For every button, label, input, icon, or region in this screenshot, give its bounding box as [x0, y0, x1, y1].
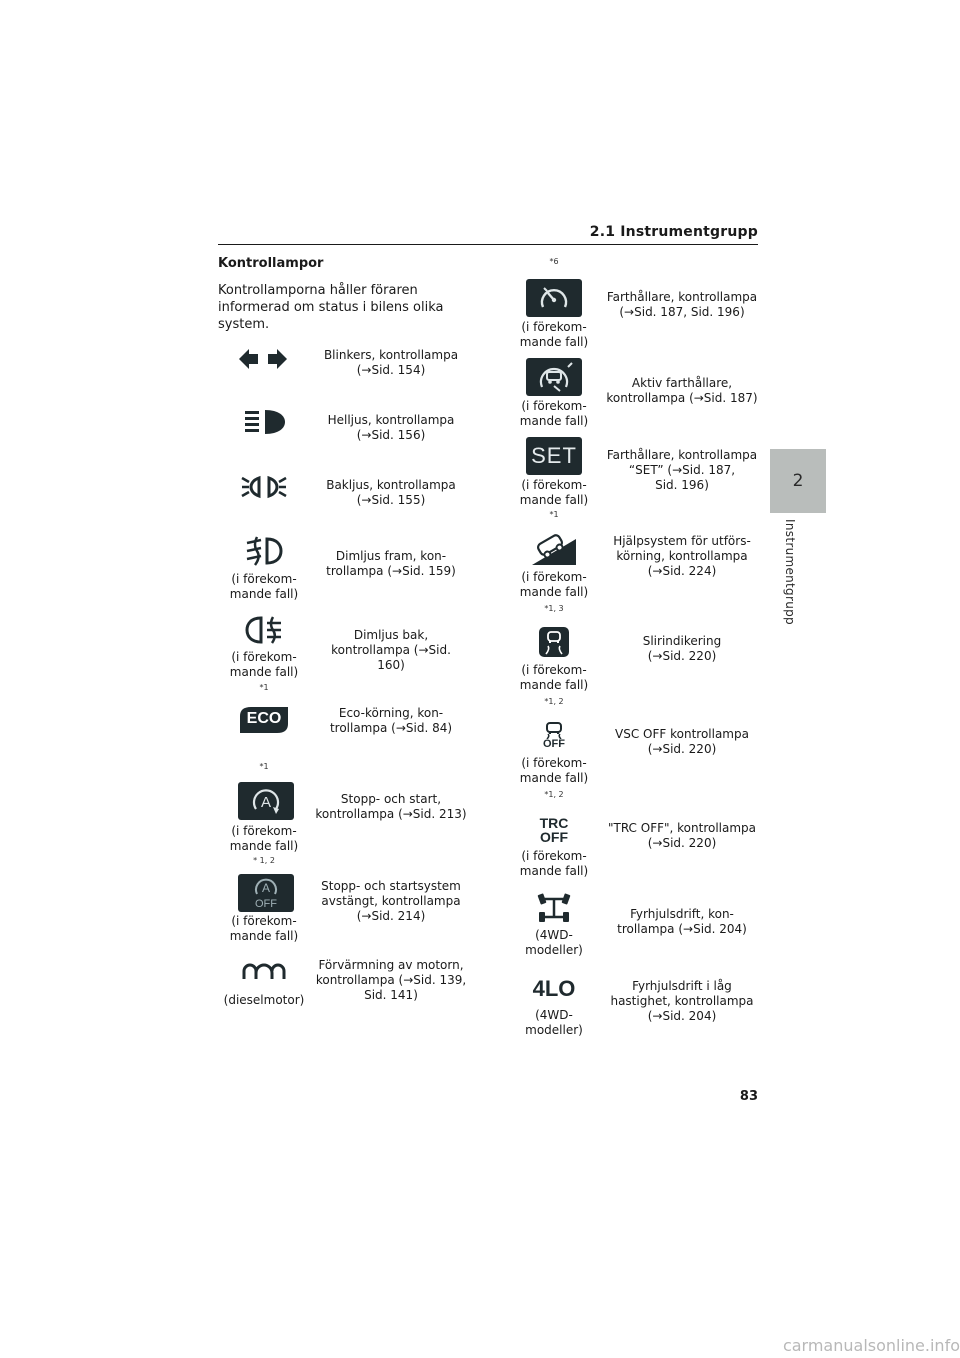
- indicator-caption: (i förekom- mande fall): [519, 320, 589, 349]
- footnote-marker: *1, 2: [544, 697, 564, 706]
- indicator-description: Dimljus fram, kon- trollampa (→Sid. 159): [326, 549, 456, 578]
- svg-text:A: A: [260, 794, 272, 811]
- four-lo-label: 4LO: [532, 976, 576, 1001]
- indicator-description: Stopp- och start, kontrollampa (→Sid. 213): [315, 792, 467, 821]
- indicator-row: [218, 780, 468, 860]
- eco-icon-label: ECO: [246, 710, 282, 727]
- indicator-caption: (4WD- modeller): [525, 928, 583, 957]
- section-heading: Kontrollampor: [218, 256, 324, 271]
- indicator-description: Bakljus, kontrollampa (→Sid. 155): [326, 478, 456, 507]
- indicator-row: [508, 718, 760, 790]
- indicator-description: Stopp- och startsystem avstängt, kontrollampa (→Sid. 214): [321, 879, 461, 923]
- indicator-caption: (i förekom- mande fall): [229, 572, 299, 601]
- indicator-row: [508, 892, 760, 964]
- indicator-row: [508, 530, 760, 602]
- indicator-row: [218, 874, 468, 950]
- tail-light-icon: [240, 472, 288, 502]
- glow-plug-icon: [238, 958, 290, 986]
- off-label: OFF: [255, 898, 277, 910]
- indicator-description: Slirindikering (→Sid. 220): [642, 634, 722, 663]
- indicator-caption: (i förekom- mande fall): [519, 756, 589, 785]
- footnote-marker: *1: [259, 762, 269, 771]
- indicator-description: Farthållare, kontrollampa “SET” (→Sid. 187, Sid. 196): [606, 448, 758, 492]
- stop-start-icon: [238, 782, 294, 820]
- cruise-set-icon: [526, 437, 582, 475]
- indicator-caption: (dieselmotor): [223, 993, 305, 1007]
- four-lo-icon: [524, 974, 584, 1004]
- indicator-caption: (i förekom- mande fall): [519, 849, 589, 878]
- indicator-description: Fyrhjulsdrift i låg hastighet, kontrollampa (→Sid. 204): [610, 979, 754, 1023]
- indicator-description: Farthållare, kontrollampa (→Sid. 187, Sid. 196): [606, 290, 758, 319]
- indicator-row: [508, 812, 760, 884]
- footnote-marker: *1, 3: [544, 604, 564, 613]
- svg-text:A: A: [261, 881, 271, 895]
- indicator-row: [508, 626, 760, 698]
- indicator-caption: (i förekom- mande fall): [229, 824, 299, 853]
- indicator-caption: (i förekom- mande fall): [519, 663, 589, 692]
- footnote-marker: * 1, 2: [253, 856, 275, 865]
- indicator-description: Förvärmning av motorn, kontrollampa (→Sid. 139, Sid. 141): [315, 958, 467, 1002]
- set-label: SET: [531, 443, 577, 468]
- footnote-marker: *1: [259, 683, 269, 692]
- vsc-off-label: OFF: [543, 737, 565, 750]
- four-wheel-drive-icon: [536, 892, 572, 924]
- hill-descent-icon: [528, 530, 580, 568]
- indicator-description: Helljus, kontrollampa (→Sid. 156): [327, 413, 455, 442]
- indicator-description: Fyrhjulsdrift, kon- trollampa (→Sid. 204): [617, 907, 747, 936]
- indicator-caption: (i förekom- mande fall): [229, 650, 299, 679]
- trc-off-label: TRC OFF: [539, 815, 569, 845]
- indicator-caption: (4WD- modeller): [525, 1008, 583, 1037]
- indicator-row: [508, 972, 760, 1044]
- active-cruise-control-icon: [526, 358, 582, 396]
- chapter-label: Instrumentgrupp: [783, 519, 797, 625]
- header-rule: [218, 244, 758, 245]
- indicator-description: VSC OFF kontrollampa (→Sid. 220): [615, 727, 749, 756]
- footnote-marker: *6: [549, 257, 559, 266]
- section-intro: Kontrollamporna håller föraren informerad om status i bilens olika system.: [218, 283, 444, 332]
- indicator-caption: (i förekom- mande fall): [519, 570, 589, 599]
- eco-icon: [238, 706, 290, 734]
- slip-indicator-icon: [538, 626, 570, 658]
- footnote-marker: *1, 2: [544, 790, 564, 799]
- indicator-row: [218, 697, 468, 757]
- vsc-off-icon: [538, 718, 570, 752]
- indicator-description: Eco-körning, kon- trollampa (→Sid. 84): [329, 706, 453, 735]
- indicator-row: [218, 403, 468, 463]
- indicator-row: [218, 532, 468, 604]
- turn-signal-arrows-icon: [238, 346, 288, 372]
- cruise-control-icon: [526, 279, 582, 317]
- indicator-row: [218, 612, 468, 692]
- indicator-row: [508, 358, 760, 430]
- running-header: 2.1 Instrumentgrupp: [589, 224, 758, 240]
- high-beam-icon: [240, 407, 288, 437]
- trc-off-icon: [528, 814, 580, 846]
- chapter-number: 2: [792, 471, 804, 491]
- indicator-row: [218, 340, 468, 400]
- footnote-marker: *1: [549, 510, 559, 519]
- indicator-caption: (i förekom- mande fall): [519, 399, 589, 428]
- indicator-row: [218, 956, 468, 1016]
- indicator-caption: (i förekom- mande fall): [229, 914, 299, 943]
- indicator-row: [218, 468, 468, 528]
- indicator-row: [508, 437, 760, 509]
- front-fog-light-icon: [244, 534, 284, 568]
- rear-fog-light-icon: [244, 614, 284, 646]
- indicator-description: Blinkers, kontrollampa (→Sid. 154): [323, 348, 459, 377]
- indicator-caption: (i förekom- mande fall): [519, 478, 589, 507]
- indicator-description: "TRC OFF", kontrollampa (→Sid. 220): [607, 821, 757, 850]
- indicator-row: [508, 279, 760, 351]
- indicator-description: Dimljus bak, kontrollampa (→Sid. 160): [331, 628, 451, 672]
- page-number: 83: [739, 1089, 758, 1104]
- stop-start-off-icon: [238, 874, 294, 912]
- watermark: carmanualsonline.info: [782, 1336, 960, 1355]
- indicator-description: Hjälpsystem för utförs- körning, kontrollampa (→Sid. 224): [613, 534, 751, 578]
- indicator-description: Aktiv farthållare, kontrollampa (→Sid. 187): [606, 376, 758, 405]
